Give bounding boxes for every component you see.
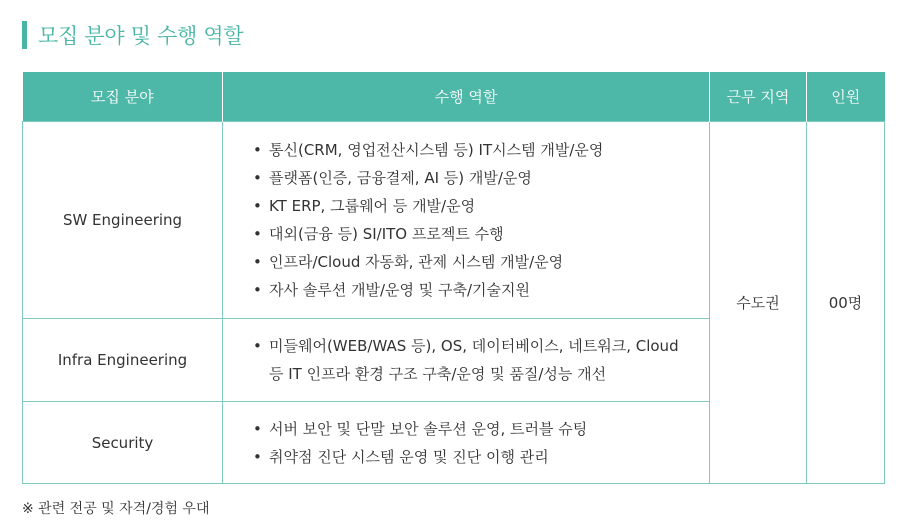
role-list xyxy=(223,332,709,388)
field-infra-engineering: Infra Engineering xyxy=(23,319,223,402)
roles-cell xyxy=(223,122,710,319)
header-field: 모집 분야 xyxy=(23,72,223,122)
list-item: • 대외(금융 등) SI/ITO 프로젝트 수행 xyxy=(253,220,709,248)
table-row xyxy=(23,122,885,319)
header-headcount: 인원 xyxy=(807,72,885,122)
list-item: • 플랫폼(인증, 금융결제, AI 등) 개발/운영 xyxy=(253,164,709,192)
list-item: • 미들웨어(WEB/WAS 등), OS, 데이터베이스, 네트워크, Cloud 등 IT 인프라 환경 구조 구축/운영 및 품질/성능 개선 xyxy=(253,332,689,388)
roles-cell xyxy=(223,402,710,484)
list-item: • 취약점 진단 시스템 운영 및 진단 이행 관리 xyxy=(253,443,709,471)
header-role: 수행 역할 xyxy=(223,72,710,122)
headcount-cell: 00명 xyxy=(807,122,885,484)
roles-cell xyxy=(223,319,710,402)
list-item: • KT ERP, 그룹웨어 등 개발/운영 xyxy=(253,192,709,220)
section-heading xyxy=(22,18,243,52)
field-sw-engineering: SW Engineering xyxy=(23,122,223,319)
field-security: Security xyxy=(23,402,223,484)
recruitment-table xyxy=(22,72,885,484)
list-item: • 서버 보안 및 단말 보안 솔루션 운영, 트러블 슈팅 xyxy=(253,415,709,443)
role-list xyxy=(223,415,709,471)
list-item: • 인프라/Cloud 자동화, 관제 시스템 개발/운영 xyxy=(253,248,709,276)
list-item: • 자사 솔루션 개발/운영 및 구축/기술지원 xyxy=(253,276,709,304)
header-location: 근무 지역 xyxy=(710,72,807,122)
table-header-row xyxy=(23,72,885,122)
list-item: • 통신(CRM, 영업전산시스템 등) IT시스템 개발/운영 xyxy=(253,136,709,164)
role-list xyxy=(223,136,709,304)
heading-accent-bar xyxy=(22,21,27,49)
footnote: ※ 관련 전공 및 자격/경험 우대 xyxy=(22,501,210,517)
location-cell: 수도권 xyxy=(710,122,807,484)
page-title: 모집 분야 및 수행 역할 xyxy=(38,24,244,48)
